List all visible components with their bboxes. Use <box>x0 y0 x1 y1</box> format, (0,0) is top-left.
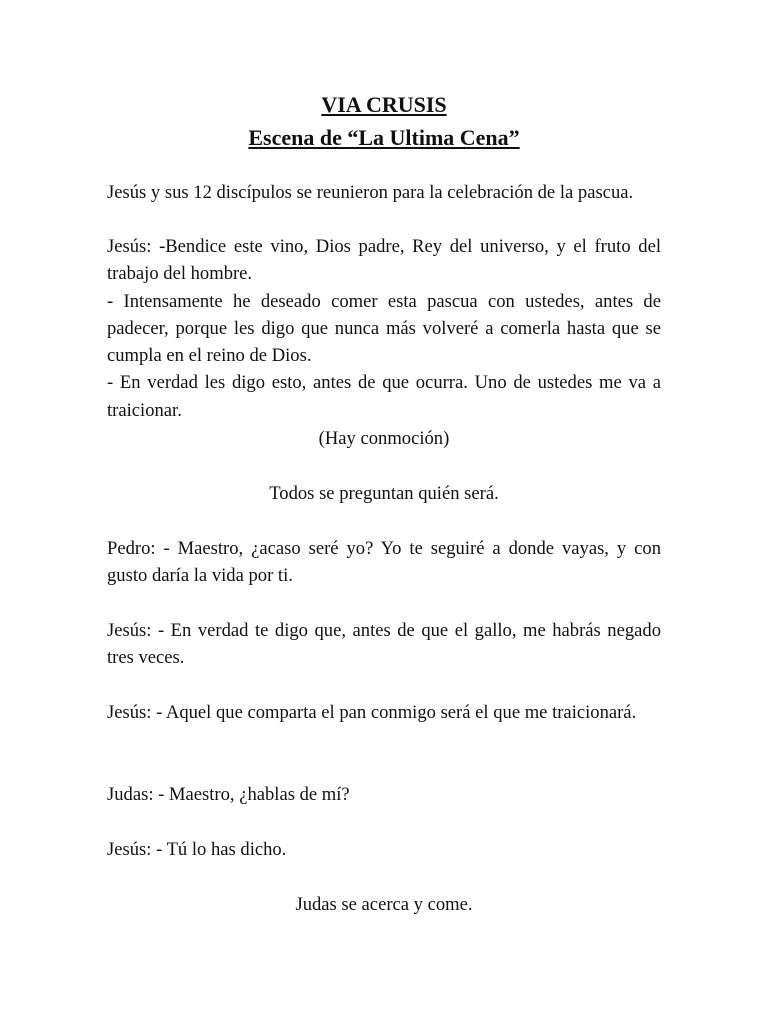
jesus-text-answer: Jesús: - Tú lo has dicho. <box>107 839 287 860</box>
jesus-text-bread: Jesús: - Aquel que comparta el pan conmigo será el que me traicionará. <box>107 702 637 723</box>
pedro-paragraph <box>107 535 661 590</box>
jesus-paragraph-bread <box>107 699 661 726</box>
document-title: VIA CRUSIS <box>321 92 447 117</box>
judas-text: Judas: - Maestro, ¿hablas de mí? <box>107 784 350 805</box>
document-subtitle: Escena de “La Ultima Cena” <box>248 125 520 150</box>
stage-direction-question: Todos se preguntan quién será. <box>269 483 499 504</box>
jesus-paragraph-rooster <box>107 617 661 672</box>
intro-paragraph <box>107 179 661 206</box>
judas-paragraph <box>107 781 661 808</box>
intro-text: Jesús y sus 12 discípulos se reunieron para la celebración de la pascua. <box>107 182 634 203</box>
pedro-text: Pedro: - Maestro, ¿acaso seré yo? Yo te seguiré a donde vayas, y con gusto daría la vida por ti. <box>107 538 661 587</box>
jesus-line-2: - Intensamente he deseado comer esta pascua con ustedes, antes de padecer, porque les digo que nunca más volveré a comerla hasta que se cumpla en el reino de Dios. <box>107 290 661 367</box>
jesus-text-rooster: Jesús: - En verdad te digo que, antes de que el gallo, me habrás negado tres veces. <box>107 620 661 669</box>
stage-direction-judas: Judas se acerca y come. <box>295 894 473 915</box>
jesus-speech-block <box>107 233 661 424</box>
jesus-paragraph-answer <box>107 836 661 863</box>
jesus-line-1: Jesús: -Bendice este vino, Dios padre, Rey del universo, y el fruto del trabajo del hombre. <box>107 236 661 285</box>
stage-direction-commotion: (Hay conmoción) <box>318 428 450 449</box>
jesus-line-3: - En verdad les digo esto, antes de que ocurra. Uno de ustedes me va a traicionar. <box>107 372 661 421</box>
